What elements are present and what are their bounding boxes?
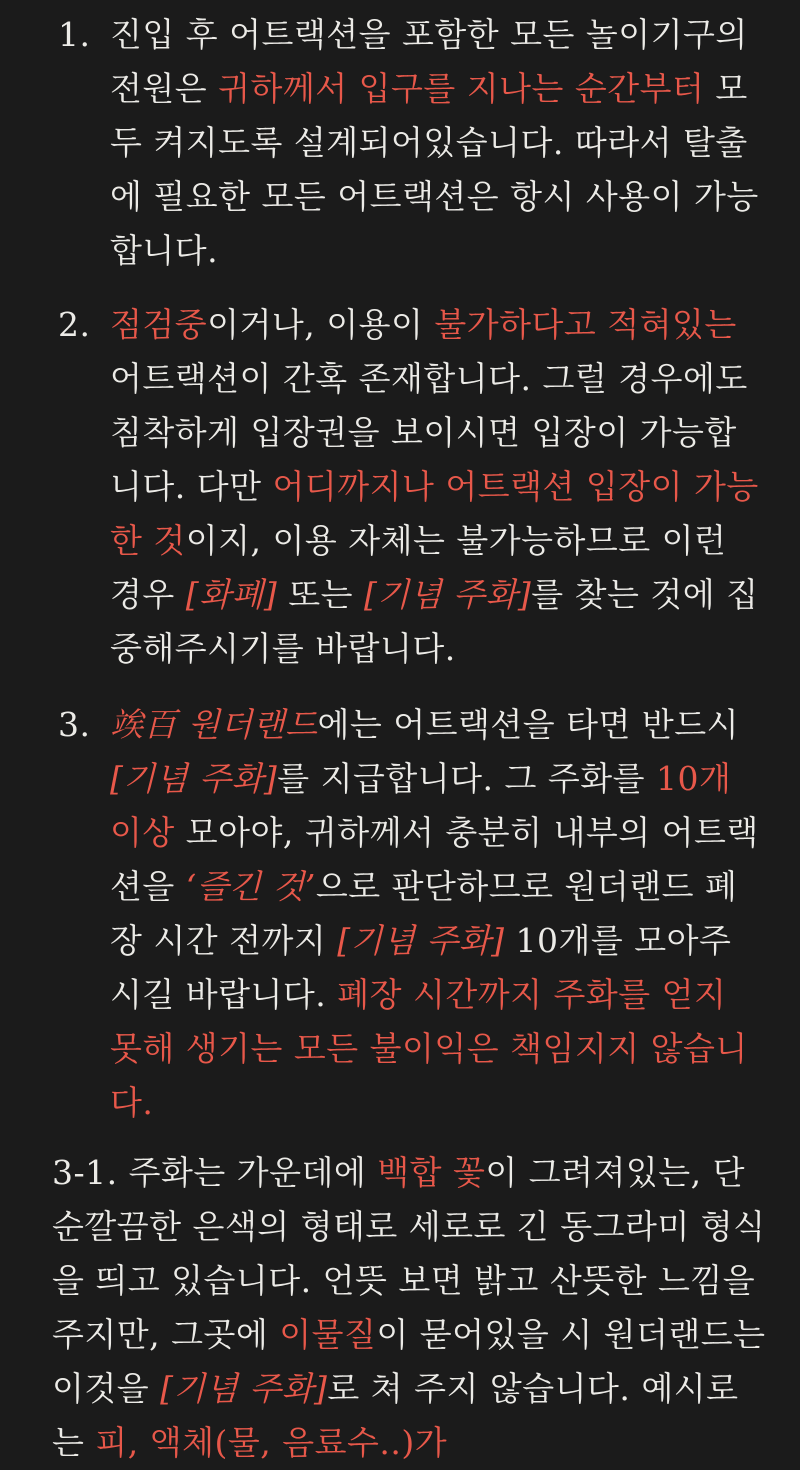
coin-term: [기념 주화] xyxy=(364,575,532,614)
coin-term: [기념 주화] xyxy=(337,921,505,960)
text-segment: 에는 어트랙션을 타면 반드시 xyxy=(317,705,740,744)
text-segment: 어트랙션이 간혹 존재합니다. 그럴 경우에도 침착하게 입장권을 보이시면 입장이 가능합니다. 다만 xyxy=(110,359,748,506)
rule-text xyxy=(110,305,759,668)
coin-term: [기념 주화] xyxy=(110,759,278,798)
highlight-segment: ‘즐긴 것’ xyxy=(185,867,316,906)
text-segment: 모두 켜지도록 설계되어있습니다. 따라서 탈출에 필요한 모든 어트랙션은 항시 사용이 가능합니다. xyxy=(110,69,759,270)
text-segment: 로 쳐 주지 않습니다. 예시로는 xyxy=(52,1369,739,1462)
text-segment: 이 그려져있는, 단순깔끔한 은색의 형태로 세로로 긴 동그라미 형식을 띄고 있습니다. 언뜻 보면 밝고 산뜻한 느낌을 주지만, 그곳에 xyxy=(52,1153,766,1354)
text-segment: 또는 xyxy=(277,575,365,614)
coin-term: [기념 주화] xyxy=(160,1369,328,1408)
text-segment: 를 찾는 것에 집중해주시기를 바랍니다. xyxy=(110,575,759,668)
highlight-segment: 귀하께서 입구를 지나는 순간부터 xyxy=(218,69,705,108)
currency-term: [화폐] xyxy=(185,575,278,614)
warning-segment: 폐장 시간까지 주화를 얻지 못해 생기는 모든 불이익은 책임지지 않습니다. xyxy=(110,975,748,1122)
text-segment: 이거나, 이용이 xyxy=(207,305,435,344)
rule-text xyxy=(110,705,759,1122)
rule-item-3 xyxy=(0,698,800,1130)
highlight-segment: 불가하다고 적혀있는 xyxy=(434,305,737,344)
rule-text xyxy=(110,15,759,270)
highlight-segment: 점검중 xyxy=(110,305,208,344)
sub-rule-3-1 xyxy=(0,1146,800,1470)
rule-item-1 xyxy=(0,8,800,278)
rule-number: 1. xyxy=(58,15,91,54)
rule-number: 3. xyxy=(58,705,91,744)
text-segment: 3-1. 주화는 가운데에 xyxy=(52,1153,378,1192)
text-segment: 모아야, 귀하께서 충분히 내부의 어트랙션을 xyxy=(110,813,759,906)
text-segment: 으로 판단하므로 원더랜드 폐장 시간 전까지 xyxy=(110,867,738,960)
highlight-segment: 이물질 xyxy=(279,1315,377,1354)
text-segment: 이지, 이용 자체는 불가능하므로 이런 경우 xyxy=(110,521,727,614)
text-segment: 이 묻어있을 시 원더랜드는 이것을 xyxy=(52,1315,766,1408)
highlight-segment: 백합 꽃 xyxy=(377,1153,486,1192)
rule-number: 2. xyxy=(58,305,91,344)
wonderland-name: 竢百 원더랜드 xyxy=(110,705,318,744)
text-segment: 를 지급합니다. 그 주화를 xyxy=(277,759,656,798)
highlight-segment: 10개 이상 xyxy=(110,759,732,852)
highlight-segment: 피, 액체(물, 음료수..)가 xyxy=(95,1423,448,1462)
rule-item-2 xyxy=(0,298,800,676)
text-segment: 진입 후 어트랙션을 포함한 모든 놀이기구의 전원은 xyxy=(110,15,748,108)
highlight-segment: 어디까지나 어트랙션 입장이 가능한 것 xyxy=(110,467,759,560)
text-segment: 10개를 모아주시길 바랍니다. xyxy=(110,921,732,1014)
rules-list xyxy=(0,8,800,1130)
